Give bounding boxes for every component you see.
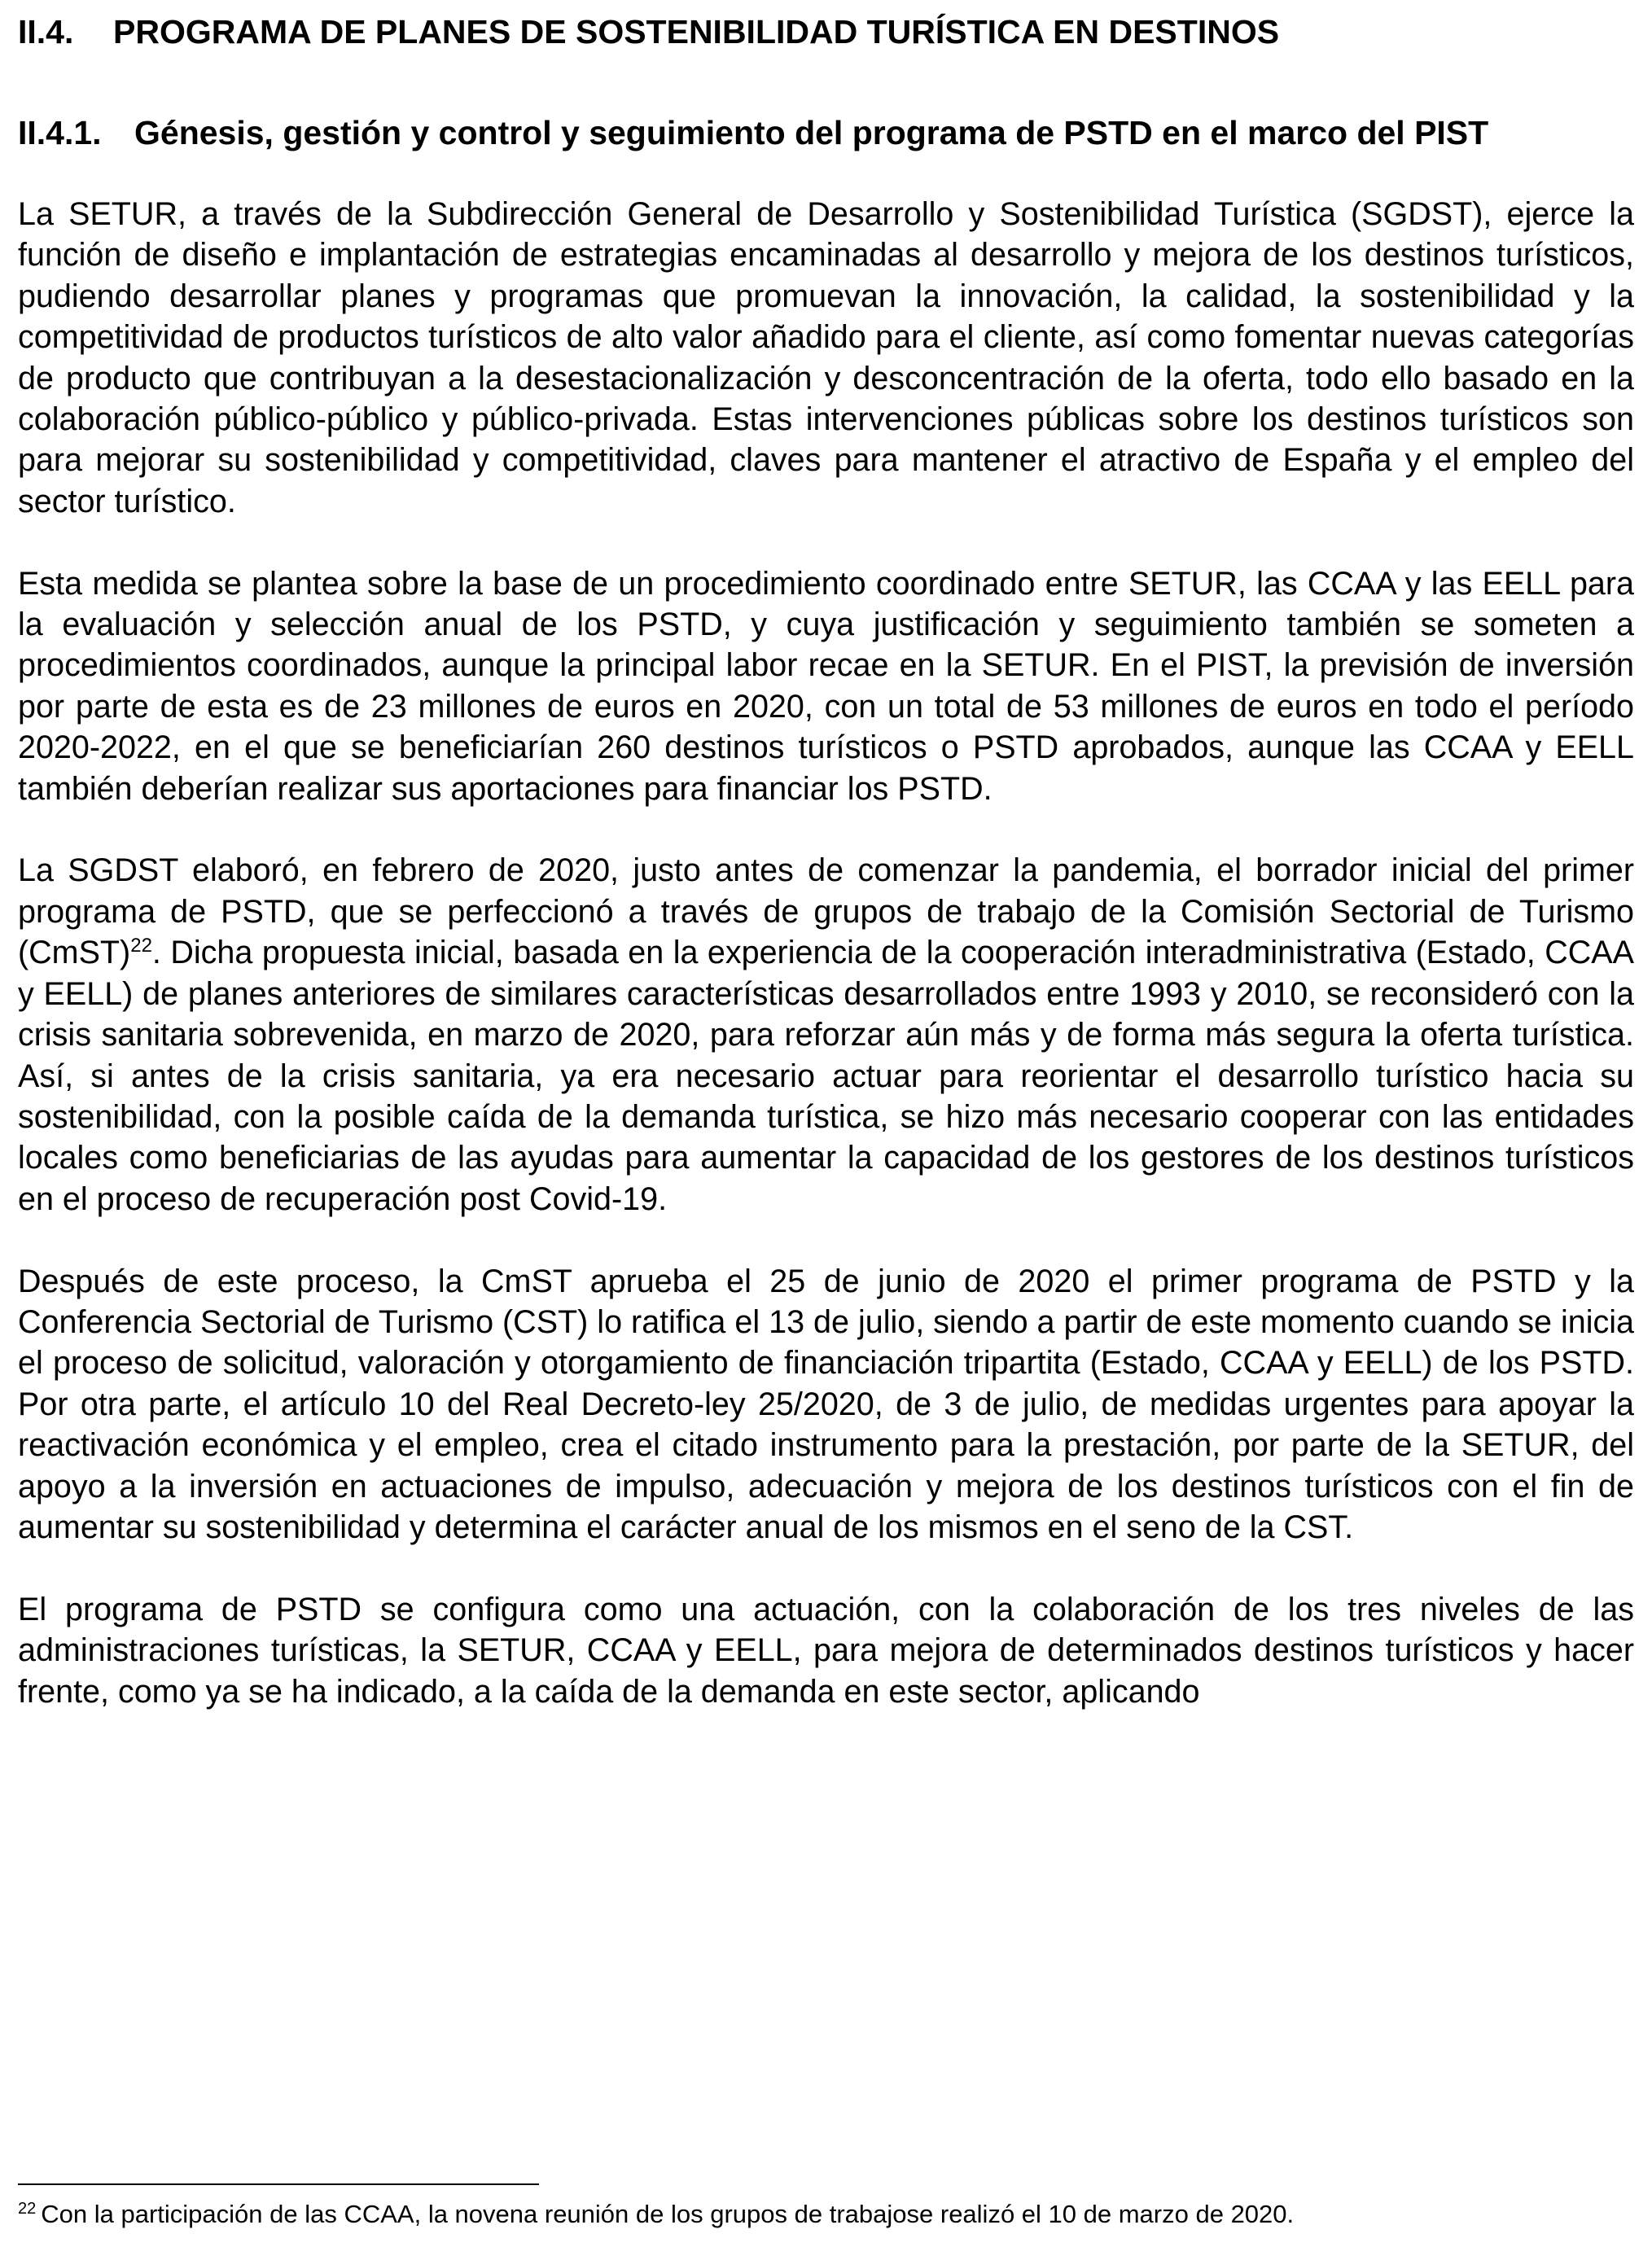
section-heading <box>18 11 1279 52</box>
footnote-divider <box>18 2183 539 2185</box>
paragraph-3-text-before-ref: La SGDST elaboró, en febrero de 2020, justo antes de comenzar la pandemia, el borrador inicial del primer programa de PSTD, que se perfeccionó a través de grupos de trabajo de la Comisión Sectorial de Turismo (CmST) <box>18 852 1634 971</box>
subsection-number: II.4.1. <box>18 114 102 151</box>
section-title: PROGRAMA DE PLANES DE SOSTENIBILIDAD TURÍSTICA EN DESTINOS <box>113 13 1280 50</box>
body-text <box>18 194 1634 1753</box>
paragraph-3 <box>18 850 1634 1220</box>
paragraph-3-text-after-ref: . Dicha propuesta inicial, basada en la experiencia de la cooperación interadministrativa (Estado, CCAA y EELL) de planes anteriores de similares características desarrollados entre 1993 y 2010, se reconsideró con la crisis sanitaria sobrevenida, en marzo de 2020, para reforzar aún más y de forma más segura la oferta turística. Así, si antes de la crisis sanitaria, ya era necesario actuar para reorientar el desarrollo turístico hacia su sostenibilidad, con la posible caída de la demanda turística, se hizo más necesario cooperar con las entidades locales como beneficiarias de las ayudas para aumentar la capacidad de los gestores de los destinos turísticos en el proceso de recuperación post Covid-19. <box>18 935 1634 1217</box>
section-number: II.4. <box>18 13 74 50</box>
footnote-text: Con la participación de las CCAA, la novena reunión de los grupos de trabajose realizó el 10 de marzo de 2020. <box>41 2200 1295 2228</box>
footnote <box>18 2198 1294 2231</box>
paragraph-5: El programa de PSTD se configura como una actuación, con la colaboración de los tres niveles de las administraciones turísticas, la SETUR, CCAA y EELL, para mejora de determinados destinos turísticos y hacer frente, como ya se ha indicado, a la caída de la demanda en este sector, aplicando <box>18 1591 1634 1710</box>
paragraph-2: Esta medida se plantea sobre la base de un procedimiento coordinado entre SETUR, las CCAA y las EELL para la evaluación y selección anual de los PSTD, y cuya justificación y seguimiento también se someten a procedimientos coordinados, aunque la principal labor recae en la SETUR. En el PIST, la previsión de inversión por parte de esta es de 23 millones de euros en 2020, con un total de 53 millones de euros en todo el período 2020-2022, en el que se beneficiarían 260 destinos turísticos o PSTD aprobados, aunque las CCAA y EELL también deberían realizar sus aportaciones para financiar los PSTD. <box>18 565 1634 807</box>
paragraph-1: La SETUR, a través de la Subdirección General de Desarrollo y Sostenibilidad Turística (SGDST), ejerce la función de diseño e implantación de estrategias encaminadas al desarrollo y mejora de los destinos turísticos, pudiendo desarrollar planes y programas que promuevan la innovación, la calidad, la sostenibilidad y la competitividad de productos turísticos de alto valor añadido para el cliente, así como fomentar nuevas categorías de producto que contribuyan a la desestacionalización y desconcentración de la oferta, todo ello basado en la colaboración público-público y público-privada. Estas intervenciones públicas sobre los destinos turísticos son para mejorar su sostenibilidad y competitividad, claves para mantener el atractivo de España y el empleo del sector turístico. <box>18 196 1634 519</box>
paragraph-4: Después de este proceso, la CmST aprueba el 25 de junio de 2020 el primer programa de PSTD y la Conferencia Sectorial de Turismo (CST) lo ratifica el 13 de julio, siendo a partir de este momento cuando se inicia el proceso de solicitud, valoración y otorgamiento de financiación tripartita (Estado, CCAA y EELL) de los PSTD. Por otra parte, el artículo 10 del Real Decreto-ley 25/2020, de 3 de julio, de medidas urgentes para apoyar la reactivación económica y el empleo, crea el citado instrumento para la prestación, por parte de la SETUR, del apoyo a la inversión en actuaciones de impulso, adecuación y mejora de los destinos turísticos con el fin de aumentar su sostenibilidad y determina el carácter anual de los mismos en el seno de la CST. <box>18 1263 1634 1545</box>
footnote-reference[interactable]: 22 <box>130 935 152 957</box>
footnote-number: 22 <box>18 2199 37 2218</box>
subsection-title: Génesis, gestión y control y seguimiento del programa de PSTD en el marco del PIST <box>134 114 1489 151</box>
subsection-heading <box>18 112 1488 153</box>
